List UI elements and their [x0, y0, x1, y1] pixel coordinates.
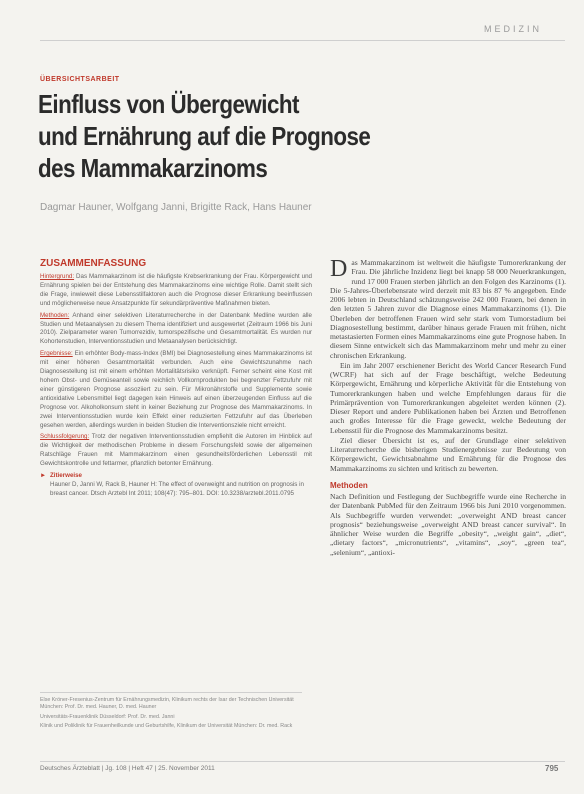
citation-row [40, 472, 312, 481]
citation-text: Hauner D, Janni W, Rack B, Hauner H: The effect of overweight and nutrition on prognosis in breast cancer. Dtsch Arztebl Int 2011; 108(47): 795–801. DOI: 10.3238/arztebl.2011.0795 [50, 480, 304, 497]
body-column [330, 258, 566, 558]
abstract-paragraph [40, 433, 312, 469]
abstract-paragraph [40, 350, 312, 430]
abstract-label: Methoden: [40, 311, 70, 319]
abstract-label: Ergebnisse: [40, 350, 73, 358]
body-paragraph: Ziel dieser Übersicht ist es, auf der Grundlage einer selektiven Literaturrecherche die bisherigen Studienergebnisse zur Bedeutung von Körpergewicht, Gewichtsabnahme und Ernährung für die Prognose des Mammakarzinoms zu sichten und kritisch zu bewerten. [330, 435, 566, 473]
header-rule [40, 40, 565, 41]
abstract-paragraph [40, 273, 312, 309]
footnote: Universitäts-Frauenklinik Düsseldorf: Prof. Dr. med. Janni [40, 713, 175, 720]
footnote: Else Kröner-Fresenius-Zentrum für Ernährungsmedizin, Klinikum rechts der Isar der Technischen Universität München: Prof. Dr. med. Hauner, D. med. Hauner [40, 697, 294, 711]
body-paragraph: Ein im Jahr 2007 erschienener Bericht des World Cancer Research Fund (WCRF) hat sich auf der Frage beschäftigt, welche Bedeutung Körpergewicht, Ernährung und körperliche Aktivität für die Entstehung von Tumorerkrankungen haben und welche Empfehlungen daraus für die Primärprävention von Tumorerkrankungen abgeleitet werden können (2). Dieser Report und andere Publikationen haben bei Ärzten und Betroffenen auch großes Interesse für die Frage geweckt, welche Bedeutung der Lebensstil für die Prognose des Mammakarzinoms besitzt. [330, 360, 566, 435]
abstract-text: Anhand einer selektiven Literaturrecherche in der Datenbank Medline wurden alle Studien und Metaanalysen zu diesem Thema identifiziert und ausgewertet (Zeitraum 1966 bis Juni 2010). Zielparameter waren Tumorrezidiv, tumorspezifische und Gesamtmortalität. Es wurden nur Kohortenstudien, Interventionsstudien und Metaanalysen berücksichtigt. [40, 311, 312, 346]
abstract-label: Schlussfolgerung: [40, 433, 90, 441]
abstract-label: Hintergrund: [40, 273, 75, 280]
body-paragraph [330, 258, 566, 360]
footer-rule [40, 761, 565, 762]
affiliation-footnotes [40, 692, 302, 733]
footer-journal-info: Deutsches Ärzteblatt | Jg. 108 | Heft 47 | 25. November 2011 [40, 765, 215, 772]
title-line: des Mammakarzinoms [38, 153, 268, 183]
abstract-text: Ein erhöhter Body-mass-Index (BMI) bei Diagnosestellung eines Mammakarzinoms ist mit einer höheren Gesamtmortalität verbunden. Auch eine Gewichtszunahme nach Diagnosestellung ist mit einem erhöhten Mortalitätsrisiko verknüpft. Ferner scheint eine Kost mit hohem Obst- und Gemüseanteil sowie reichlich Vollkornprodukten bei begrenzter Fettzufuhr mit einer günstigeren Prognose assoziiert zu sein. Für Mikronährstoffe und Supplemente sowie antioxidative Lebensmittel liegt dagegen kein Hinweis auf einen überzeugenden Einfluss auf die Prognose vor. Alkoholkonsum steht in keiner Beziehung zur Prognose des Mammakarzinoms. In zwei Interventionsstudien wurde kein Effekt einer reduzierten Fettzufuhr auf das Überleben gesehen werden, allerdings wurden in beiden Studien die Interventionsziele nicht erreicht. [40, 350, 312, 429]
title-line: Einfluss von Übergewicht [38, 89, 299, 119]
methods-heading: Methoden [330, 480, 368, 490]
article-category: ÜBERSICHTSARBEIT [40, 76, 120, 83]
drop-cap: D [330, 256, 348, 282]
abstract-text: Trotz der negativen Interventionsstudien empfiehlt die Autoren im Hinblick auf die Wichtigkeit der methodischen Probleme in diesem Forschungsfeld sowie der allgemeinen Ratschläge Frauen mit Mammakarzinom einen gesundheitsförderlichen Lebensstil mit Gewichtskontrolle und fettarmer, pflanzlich betonter Ernährung. [40, 433, 312, 468]
methods-paragraph: Nach Definition und Festlegung der Suchbegriffe wurde eine Recherche in der Datenbank PubMed für den Zeitraum 1966 bis Juni 2010 vorgenommen. Als Suchbegriffe wurden verwendet: „overweight AND breast cancer prognosis“ beziehungsweise „overweight AND breast cancer survival“. In ähnlicher Weise wurden die Begriffe „obesity“, „weight gain“, „diet“, „dietary factors“, „micronutrients“, „vitamins“, „soy“, „green tea“, „selenium“, „antioxi- [330, 492, 566, 557]
abstract-paragraph [40, 312, 312, 348]
title-line: und Ernährung auf die Prognose [38, 121, 371, 151]
footnote: Klinik und Poliklinik für Frauenheilkunde und Geburtshilfe, Klinikum der Universität München: Dr. med. Rack [40, 723, 293, 730]
body-paragraph-text: as Mammakarzinom ist weltweit die häufigste Tumorerkrankung der Frau. Die jährliche Inzidenz liegt bei knapp 58 000 Neuerkrankungen, rund 17 000 Frauen sterben jährlich an den Folgen des Karzinoms (1). Die 5-Jahres-Überlebensrate wird derzeit mit 83 bis 87 % angegeben. Ende 2006 lebten in Deutschland schätzungsweise 242 000 Frauen, bei denen in den letzten 5 Jahren zuvor die Diagnose eines Mammakarzinoms (1). Die Überleben der betroffenen Frauen wird sehr stark vom Tumorstadium bei Diagnosestellung bestimmt, darüber hinaus gerade Frauen mit frühen, nicht metastasierten Formen eines Mammakarzinoms eine gute Prognose haben. In diesem Sinne entwickelt sich das Mammakarzinom mehr und mehr zu einer chronischen Erkrankung. [330, 258, 566, 360]
abstract-text: Das Mammakarzinom ist die häufigste Krebserkrankung der Frau. Körpergewicht und Ernährung spielen bei der Entstehung des Mammakarzinoms eine wichtige Rolle. Damit stellt sich die Frage, inwieweit diese Lebensstilfaktoren auch die Prognose dieser Erkrankung beeinflussen und möglicherweise neue Ansatzpunkte für sekundärpräventive Maßnahmen bieten. [40, 273, 312, 307]
article-title [38, 88, 485, 184]
abstract-heading: ZUSAMMENFASSUNG [40, 258, 147, 269]
citation-label: Zitierweise [50, 472, 82, 480]
abstract-column [40, 258, 312, 499]
article-authors: Dagmar Hauner, Wolfgang Janni, Brigitte Rack, Hans Hauner [40, 202, 312, 213]
arrow-right-icon: ► [40, 472, 47, 480]
section-tag: MEDIZIN [484, 24, 542, 34]
page-number: 795 [545, 764, 559, 773]
